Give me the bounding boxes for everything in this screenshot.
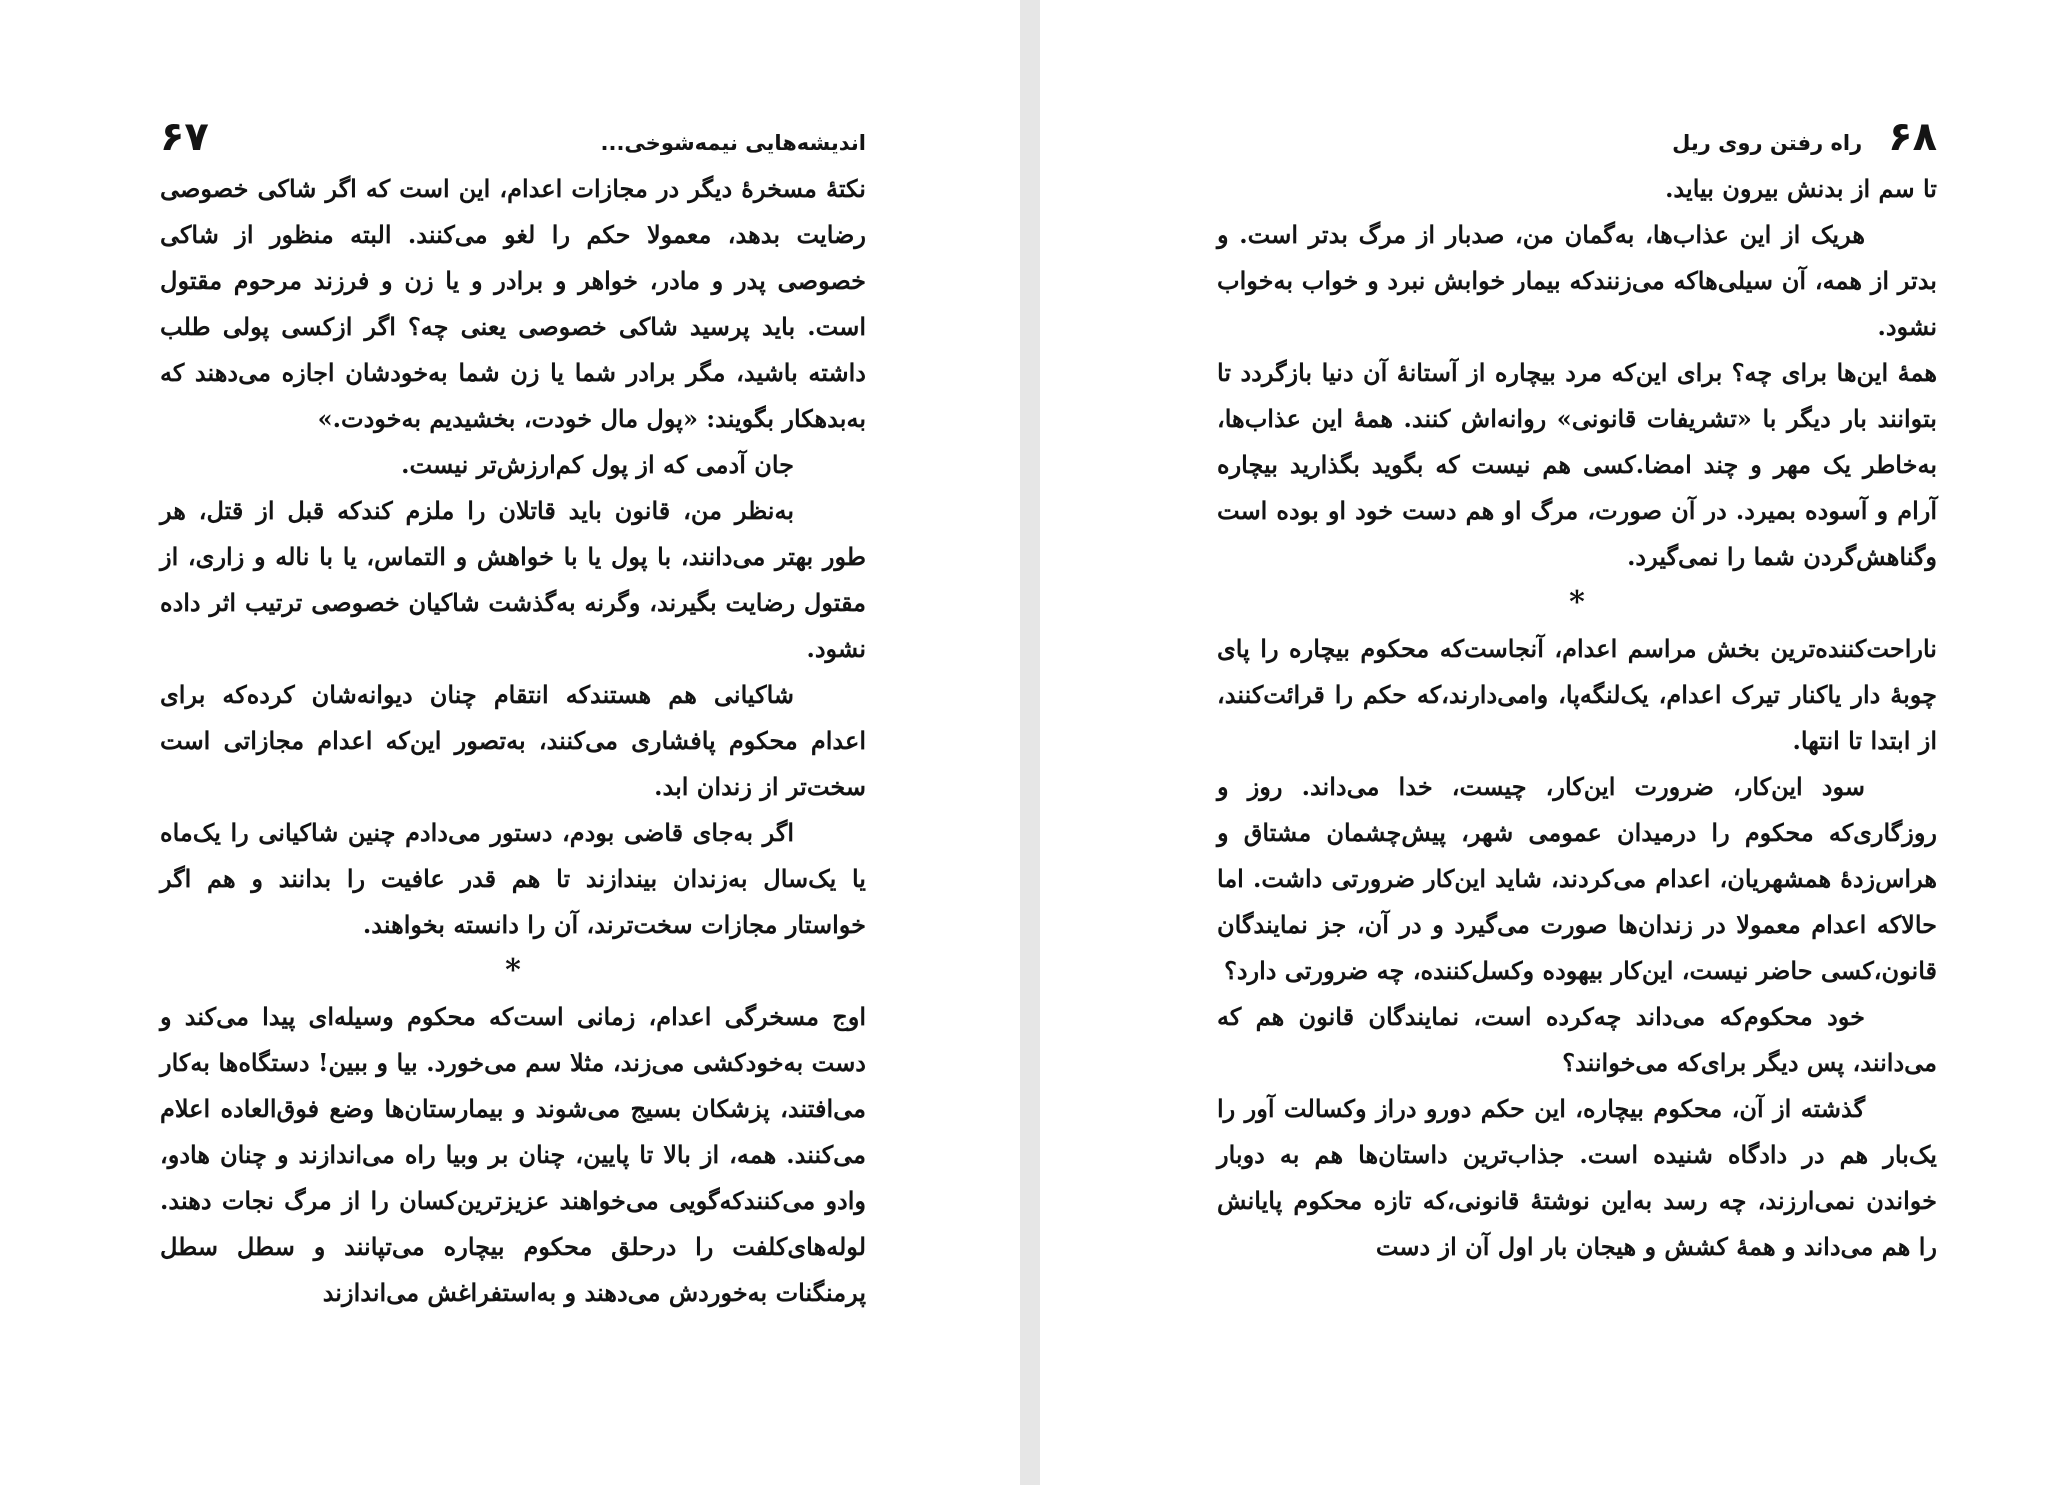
section-separator: * (1569, 585, 1585, 620)
paragraph: همهٔ این‌ها برای چه؟ برای این‌که مرد بیچاره از آستانهٔ آن دنیا بازگردد تا بتوانند بار دیگر با «تشریفات قانونی» روانه‌اش کنند. همهٔ این عذاب‌ها، به‌خاطر یک مهر و چند امضا.کسی هم نیست که بگوید بگذارید بیچاره آرام و آسوده بمیرد. در آن صورت، مرگ او هم دست خود او بوده است وگناهش‌گردن شما را نمی‌گیرد. (1217, 358, 1938, 571)
paragraph: خود محکوم‌که می‌داند چه‌کرده است، نمایندگان قانون هم که می‌دانند، پس دیگر برای‌که می‌خوانند؟ (1217, 1002, 1937, 1077)
left-body-text (160, 166, 866, 1316)
right-body-text (1217, 166, 1937, 1270)
paragraph: به‌نظر من، قانون باید قاتلان را ملزم کندکه قبل از قتل، هر طور بهتر می‌دانند، با پول یا با خواهش و التماس، یا با ناله و زاری، از مقتول رضایت بگیرند، وگرنه به‌گذشت شاکیان خصوصی ترتیب اثر داده نشود. (160, 496, 866, 663)
paragraph: تا سم از بدنش بیرون بیاید. (1665, 174, 1937, 203)
paragraph: هریک از این عذاب‌ها، به‌گمان من، صدبار از مرگ بدتر است. و بدتر از همه، آن سیلی‌هاکه می‌زنندکه بیمار خوابش نبرد و خواب به‌خواب نشود. (1217, 220, 1937, 341)
paragraph: جان آدمی که از پول کم‌ارزش‌تر نیست. (401, 450, 794, 479)
paragraph: شاکیانی هم هستندکه انتقام چنان دیوانه‌شان کرده‌که برای اعدام محکوم پافشاری می‌کنند، به‌تصور این‌که اعدام مجازاتی است سخت‌تر از زندان ابد. (160, 680, 866, 801)
section-separator: * (505, 953, 521, 988)
paragraph: اگر به‌جای قاضی بودم، دستور می‌دادم چنین شاکیانی را یک‌ماه یا یک‌سال به‌زندان بیندازند تا هم قدر عافیت را بدانند و هم اگر خواستار مجازات سخت‌ترند، آن را دانسته بخواهند. (160, 818, 866, 939)
left-running-title: اندیشه‌هایی نیمه‌شوخی... (600, 131, 866, 155)
right-page-number: ۶۸ (1888, 114, 1937, 160)
right-running-title: راه رفتن روی ریل (1672, 131, 1863, 155)
paragraph: گذشته از آن، محکوم بیچاره، این حکم دورو دراز وکسالت آور را یک‌بار هم در دادگاه شنیده است. جذاب‌ترین داستان‌ها هم به دوبار خواندن نمی‌ارزند، چه رسد به‌این نوشتهٔ قانونی،که تازه محکوم پایانش را هم می‌داند و همهٔ کشش و هیجان بار اول آن از دست (1217, 1094, 1937, 1261)
left-page-number: ۶۷ (160, 114, 209, 160)
right-page (1040, 0, 2057, 1485)
paragraph: سود این‌کار، ضرورت این‌کار، چیست، خدا می‌داند. روز و روزگاری‌که محکوم را درمیدان عمومی شهر، پیش‌چشمان مشتاق و هراس‌زدهٔ همشهریان، اعدام می‌کردند، شاید این‌کار ضرورتی داشت. اما حالاکه اعدام معمولا در زندان‌ها صورت می‌گیرد و در آن، جز نمایندگان قانون،کسی حاضر نیست، این‌کار بیهوده وکسل‌کننده، چه ضرورتی دارد؟ (1217, 772, 1937, 985)
left-page-header (160, 112, 866, 162)
left-page (0, 0, 1020, 1485)
paragraph: اوج مسخرگی اعدام، زمانی است‌که محکوم وسیله‌ای پیدا می‌کند و دست به‌خودکشی می‌زند، مثلا سم می‌خورد. بیا و ببین! دستگاه‌ها به‌کار می‌افتند، پزشکان بسیج می‌شوند و بیمارستان‌ها وضع فوق‌العاده اعلام می‌کنند. همه، از بالا تا پایین، چنان بر وبیا راه می‌اندازند و چنان هادو، وادو می‌کنندکه‌گویی می‌خواهند عزیزترین‌کسان را از مرگ نجات دهند. لوله‌های‌کلفت را درحلق محکوم بیچاره می‌تپانند و سطل سطل پرمنگنات به‌خوردش می‌دهند و به‌استفراغش می‌اندازند (160, 1002, 866, 1307)
paragraph: ناراحت‌کننده‌ترین بخش مراسم اعدام، آنجاست‌که محکوم بیچاره را پای چوبهٔ دار یاکنار تیرک اعدام، یک‌لنگه‌پا، وامی‌دارند،که حکم را قرائت‌کنند، از ابتدا تا انتها. (1217, 634, 1937, 755)
right-page-header (1217, 112, 1937, 162)
paragraph: نکتهٔ مسخرهٔ دیگر در مجازات اعدام، این است که اگر شاکی خصوصی رضایت بدهد، معمولا حکم را لغو می‌کنند. البته منظور از شاکی خصوصی پدر و مادر، خواهر و برادر و یا زن و فرزند مرحوم مقتول است. باید پرسید شاکی خصوصی یعنی چه؟ اگر ازکسی پولی طلب داشته باشید، مگر برادر شما یا زن شما به‌خودشان اجازه می‌دهند که به‌بدهکار بگویند: «پول مال خودت، بخشیدیم به‌خودت.» (160, 174, 867, 433)
